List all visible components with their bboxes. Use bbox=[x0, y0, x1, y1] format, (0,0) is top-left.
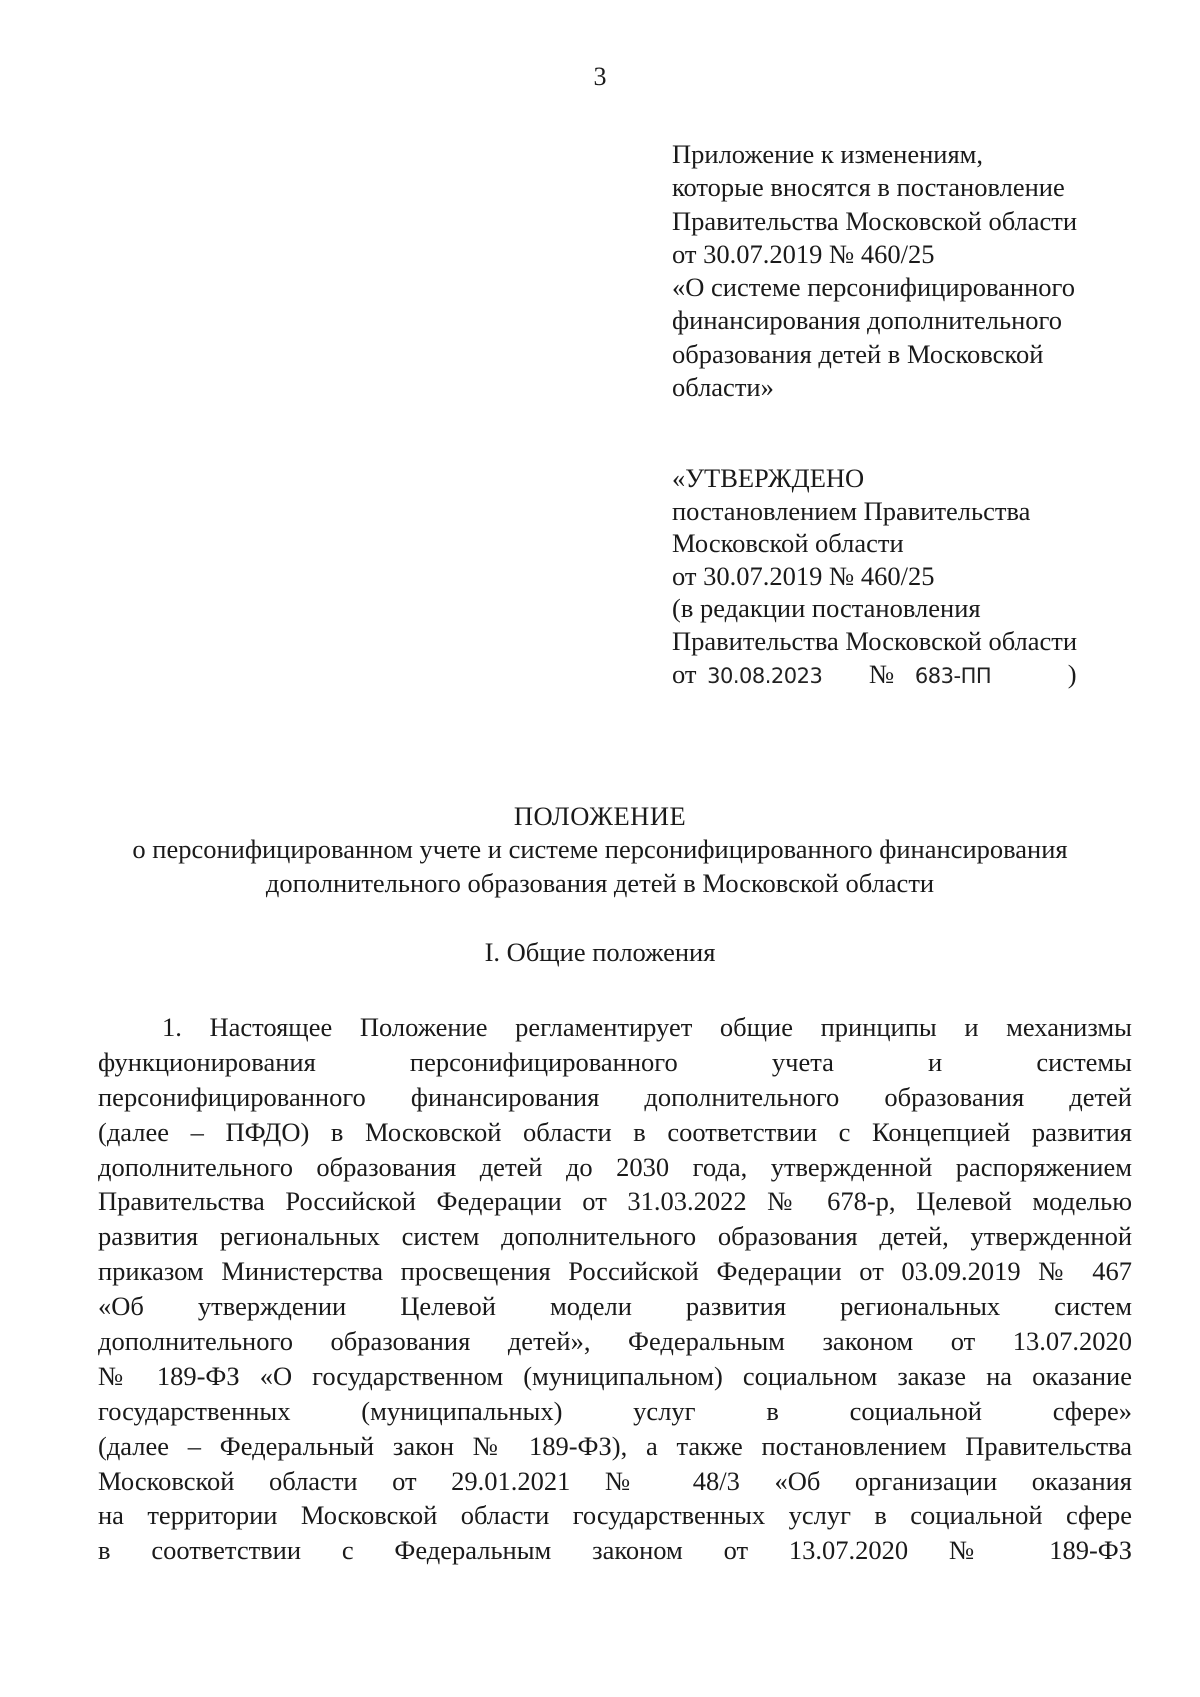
paragraph-line: (далее – ПФДО) в Московской области в соответствии с Концепцией развития bbox=[98, 1116, 1132, 1147]
approval-date: 30.08.2023 bbox=[707, 663, 823, 688]
approval-line: от 30.07.2019 № 460/25 bbox=[672, 560, 935, 591]
paragraph-line: Московской области от 29.01.2021 № 48/3 «Об организации оказания bbox=[98, 1465, 1132, 1496]
closing-parenthesis: ) bbox=[1067, 658, 1077, 689]
appendix-line: Правительства Московской области bbox=[672, 205, 1078, 236]
appendix-line: от 30.07.2019 № 460/25 bbox=[672, 238, 935, 269]
paragraph-line: № 189-ФЗ «О государственном (муниципальном) социальном заказе на оказание bbox=[98, 1360, 1132, 1391]
approval-date-line bbox=[672, 658, 1172, 693]
appendix-line: области» bbox=[672, 372, 774, 403]
paragraph-line: дополнительного образования детей», Федеральным законом от 13.07.2020 bbox=[98, 1326, 1132, 1357]
approval-line: (в редакции постановления bbox=[672, 593, 981, 624]
paragraph-line: персонифицированного финансирования дополнительного образования детей bbox=[98, 1081, 1132, 1112]
paragraph-line: «Об утверждении Целевой модели развития региональных систем bbox=[98, 1291, 1132, 1322]
approval-line: постановлением Правительства bbox=[672, 495, 1031, 526]
paragraph-1 bbox=[98, 1010, 1132, 1568]
appendix-line: «О системе персонифицированного bbox=[672, 272, 1075, 303]
document-title bbox=[0, 800, 1200, 900]
paragraph-line: Правительства Российской Федерации от 31.03.2022 № 678-р, Целевой моделью bbox=[98, 1186, 1132, 1217]
title-subtitle-line: о персонифицированном учете и системе персонифицированного финансирования bbox=[132, 834, 1068, 865]
paragraph-line: дополнительного образования детей до 2030 года, утвержденной распоряжением bbox=[98, 1151, 1132, 1182]
appendix-header bbox=[672, 138, 1172, 404]
paragraph-line: государственных (муниципальных) услуг в социальной сфере» bbox=[98, 1395, 1132, 1426]
title-heading: ПОЛОЖЕНИЕ bbox=[513, 801, 687, 831]
number-sign: № bbox=[868, 658, 895, 689]
appendix-line: финансирования дополнительного bbox=[672, 305, 1062, 336]
approval-number: 683-ПП bbox=[914, 663, 992, 688]
paragraph-line: приказом Министерства просвещения Российской Федерации от 03.09.2019 № 467 bbox=[98, 1256, 1132, 1287]
paragraph-line: развития региональных систем дополнительного образования детей, утвержденной bbox=[98, 1221, 1132, 1252]
paragraph-line: функционирования персонифицированного учета и системы bbox=[98, 1046, 1132, 1077]
approval-line: Правительства Московской области bbox=[672, 625, 1078, 656]
appendix-line: Приложение к изменениям, bbox=[672, 139, 984, 169]
approval-line: Московской области bbox=[672, 528, 904, 559]
title-subtitle-line: дополнительного образования детей в Московской области bbox=[265, 867, 935, 898]
page-number: 3 bbox=[593, 62, 607, 91]
section-heading: I. Общие положения bbox=[484, 937, 716, 967]
paragraph-line: (далее – Федеральный закон № 189-ФЗ), а также постановлением Правительства bbox=[98, 1430, 1132, 1461]
approval-stamp-block bbox=[672, 462, 1172, 692]
approval-date-prefix: от bbox=[672, 658, 697, 689]
approval-line: «УТВЕРЖДЕНО bbox=[672, 463, 865, 493]
paragraph-line: 1. Настоящее Положение регламентирует общие принципы и механизмы bbox=[162, 1012, 1132, 1042]
paragraph-line: в соответствии с Федеральным законом от 13.07.2020 № 189-ФЗ bbox=[98, 1535, 1132, 1566]
paragraph-line: на территории Московской области государственных услуг в социальной сфере bbox=[98, 1500, 1132, 1531]
appendix-line: образования детей в Московской bbox=[672, 338, 1044, 369]
appendix-line: которые вносятся в постановление bbox=[672, 172, 1065, 203]
